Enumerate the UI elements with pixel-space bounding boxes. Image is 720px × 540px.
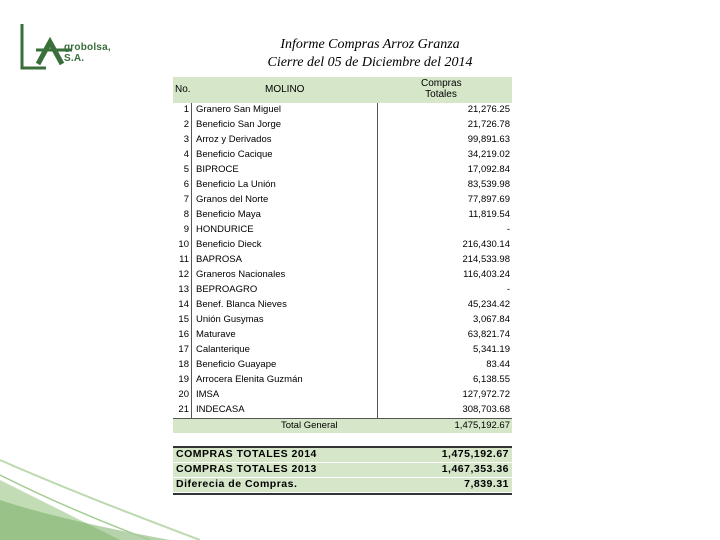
row-purchase-value: 116,403.24 — [463, 269, 510, 280]
report-title: Informe Compras Arroz Granza — [280, 37, 460, 52]
row-molino-name: Maturave — [196, 329, 236, 340]
row-purchase-value: 99,891.63 — [467, 134, 510, 145]
table-row — [173, 118, 512, 133]
table-row — [173, 358, 512, 373]
row-purchase-value: 34,219.02 — [467, 149, 510, 160]
row-purchase-value: 214,533.98 — [462, 254, 510, 265]
row-purchase-value: - — [506, 284, 510, 295]
row-number: 5 — [183, 164, 189, 175]
row-molino-name: Arrocera Elenita Guzmán — [196, 374, 303, 385]
row-molino-name: Beneficio Cacique — [196, 149, 273, 160]
table-row — [173, 388, 512, 403]
row-number: 19 — [178, 374, 189, 385]
row-number: 3 — [183, 134, 189, 145]
table-row — [173, 178, 512, 193]
row-molino-name: BIPROCE — [196, 164, 239, 175]
table-row — [173, 373, 512, 388]
row-purchase-value: 11,819.54 — [468, 209, 510, 220]
row-molino-name: HONDURICE — [196, 224, 254, 235]
summary-label: Diferecia de Compras. — [176, 478, 298, 490]
summary-row — [173, 463, 512, 478]
row-number: 11 — [179, 254, 189, 265]
row-purchase-value: 216,430.14 — [462, 239, 510, 250]
table-row — [173, 328, 512, 343]
summary-row — [173, 478, 512, 493]
row-molino-name: Beneficio La Unión — [196, 179, 276, 190]
row-number: 13 — [178, 284, 189, 295]
row-purchase-value: 77,897.69 — [467, 194, 510, 205]
table-row — [173, 268, 512, 283]
row-number: 15 — [178, 314, 189, 325]
row-number: 7 — [183, 194, 189, 205]
row-number: 6 — [183, 179, 189, 190]
row-number: 18 — [178, 359, 189, 370]
row-molino-name: IMSA — [196, 389, 220, 400]
row-molino-name: Beneficio Maya — [196, 209, 261, 220]
row-purchase-value: 45,234.42 — [467, 299, 510, 310]
row-molino-name: Beneficio San Jorge — [196, 119, 282, 130]
total-label: Total General — [281, 420, 338, 431]
summary-row — [173, 448, 512, 463]
summary-value: 1,475,192.67 — [441, 448, 509, 460]
row-molino-name: Granero San Miguel — [196, 104, 282, 115]
row-purchase-value: 127,972.72 — [462, 389, 510, 400]
row-number: 1 — [183, 104, 189, 115]
row-purchase-value: 21,276.25 — [467, 104, 510, 115]
row-number: 2 — [183, 119, 189, 130]
row-number: 9 — [183, 224, 189, 235]
row-number: 8 — [183, 209, 189, 220]
total-value: 1,475,192.67 — [454, 420, 510, 431]
summary-value: 1,467,353.36 — [441, 463, 509, 475]
table-row — [173, 298, 512, 313]
row-molino-name: Unión Gusymas — [196, 314, 264, 325]
row-purchase-value: 17,092.84 — [467, 164, 510, 175]
row-number: 17 — [178, 344, 189, 355]
row-molino-name: Arroz y Derivados — [196, 134, 272, 145]
table-row — [173, 283, 512, 298]
table-body — [173, 103, 512, 418]
summary-table — [173, 446, 512, 495]
summary-label: COMPRAS TOTALES 2013 — [176, 463, 317, 475]
row-number: 14 — [178, 299, 189, 310]
header-no: No. — [175, 84, 191, 95]
row-molino-name: Beneficio Dieck — [196, 239, 262, 250]
table-header — [173, 77, 512, 103]
table-row — [173, 103, 512, 118]
row-molino-name: Graneros Nacionales — [196, 269, 286, 280]
decorative-swoosh — [0, 440, 200, 540]
table-row — [173, 238, 512, 253]
row-number: 21 — [178, 404, 189, 415]
row-number: 20 — [178, 389, 189, 400]
report-subtitle: Cierre del 05 de Diciembre del 2014 — [267, 55, 473, 70]
row-purchase-value: 6,138.55 — [473, 374, 510, 385]
row-purchase-value: 5,341.19 — [473, 344, 510, 355]
table-row — [173, 208, 512, 223]
logo-text: grobolsa, S.A. — [64, 42, 111, 64]
purchases-table — [173, 77, 512, 418]
row-purchase-value: 21,726.78 — [467, 119, 510, 130]
agrobolsa-logo — [16, 20, 116, 76]
table-row — [173, 253, 512, 268]
row-molino-name: Calanterique — [196, 344, 250, 355]
table-row — [173, 148, 512, 163]
row-purchase-value: 63,821.74 — [467, 329, 510, 340]
row-purchase-value: - — [506, 224, 510, 235]
table-row — [173, 313, 512, 328]
table-row — [173, 193, 512, 208]
table-row — [173, 133, 512, 148]
row-number: 16 — [178, 329, 189, 340]
table-row — [173, 403, 512, 418]
row-purchase-value: 3,067.84 — [473, 314, 510, 325]
row-molino-name: BEPROAGRO — [196, 284, 258, 295]
row-molino-name: Granos del Norte — [196, 194, 269, 205]
row-number: 10 — [178, 239, 189, 250]
header-compras: Compras — [421, 78, 462, 89]
row-purchase-value: 308,703.68 — [462, 404, 510, 415]
table-row — [173, 343, 512, 358]
summary-label: COMPRAS TOTALES 2014 — [176, 448, 317, 460]
row-number: 4 — [183, 149, 189, 160]
row-molino-name: Beneficio Guayape — [196, 359, 277, 370]
header-totales: Totales — [425, 89, 457, 100]
table-row — [173, 223, 512, 238]
row-number: 12 — [178, 269, 189, 280]
row-molino-name: BAPROSA — [196, 254, 242, 265]
row-molino-name: Benef. Blanca Nieves — [196, 299, 287, 310]
row-purchase-value: 83.44 — [486, 359, 510, 370]
row-purchase-value: 83,539.98 — [467, 179, 510, 190]
row-molino-name: INDECASA — [196, 404, 245, 415]
summary-value: 7,839.31 — [464, 478, 509, 490]
total-general-row — [173, 418, 512, 433]
header-molino: MOLINO — [265, 84, 305, 95]
table-row — [173, 163, 512, 178]
header-compras-totales — [421, 78, 461, 100]
